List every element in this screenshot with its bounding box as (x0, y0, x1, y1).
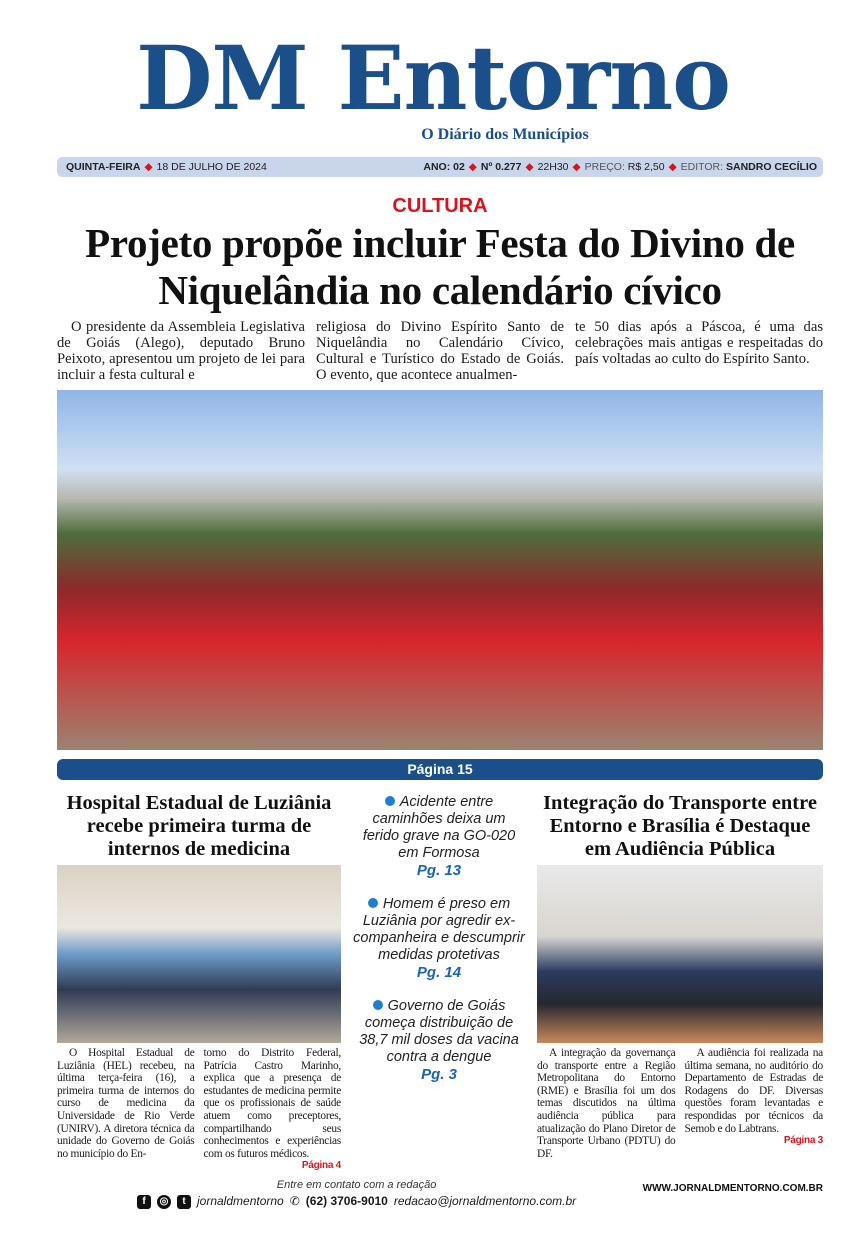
section-label: CULTURA (392, 195, 488, 217)
story-column (685, 1047, 824, 1160)
brief-page-ref[interactable]: Pg. 14 (416, 964, 462, 981)
footer-contact (137, 1178, 576, 1209)
lead-paragraph: O presidente da Assembleia Legislativa de Goiás (Alego), deputado Bruno Peixoto, apresentou um projeto de lei para incluir a festa cultural e (57, 319, 305, 383)
social-handle[interactable]: jornaldmentorno (197, 1194, 284, 1209)
right-story-page-ref[interactable]: Página 3 (783, 1135, 823, 1147)
website-link[interactable]: WWW.JORNALDMENTORNO.COM.BR (642, 1183, 823, 1195)
left-story-page-ref[interactable]: Página 4 (301, 1160, 341, 1172)
diamond-icon: ◆ (144, 161, 153, 173)
right-story-headline[interactable]: Integração do Transporte entre Entorno e Brasília é Destaque em Audiência Pública (543, 792, 817, 860)
lead-page-ref[interactable]: Página 15 (57, 759, 823, 780)
weekday: QUINTA-FEIRA (66, 161, 141, 173)
footer (57, 1178, 823, 1209)
time: 22H30 (537, 161, 569, 173)
price: R$ 2,50 (627, 161, 665, 173)
story-column (204, 1047, 342, 1172)
twitter-icon[interactable]: t (177, 1195, 191, 1209)
year: ANO: 02 (423, 161, 465, 173)
right-story-photo[interactable] (537, 865, 823, 1043)
left-story-headline[interactable]: Hospital Estadual de Luziânia recebe primeira turma de internos de medicina (66, 792, 332, 860)
email-link[interactable]: redacao@jornaldmentorno.com.br (393, 1194, 577, 1209)
bullet-icon (368, 898, 378, 908)
masthead-tagline: O Diário dos Municípios (421, 126, 589, 143)
lead-paragraph: religiosa do Divino Espírito Santo de Niquelândia no Calendário Cívico, Cultural e Turístico do Estado de Goiás. O evento, que acontece anualmen- (316, 319, 564, 383)
brief-item[interactable] (353, 998, 525, 1084)
whatsapp-icon: ✆ (289, 1194, 300, 1209)
bullet-icon (385, 796, 395, 806)
story-paragraph: A integração da governança do transporte entre a Região Metropolitana do Entorno (RME) e Brasília foi um dos temas discutidos na última audiência pública para atualização do Plano Diretor de Transporte Urbano (PDTU) do DF. (537, 1047, 676, 1160)
left-story-body (57, 1047, 341, 1172)
secondary-stories (57, 792, 823, 1172)
brief-page-ref[interactable]: Pg. 3 (421, 1066, 457, 1083)
price-label: PREÇO: (584, 161, 625, 173)
issue-number: Nº 0.277 (480, 161, 522, 173)
page-content (57, 194, 823, 1209)
left-story (57, 792, 341, 1172)
masthead-logo: DM Entorno (136, 26, 730, 130)
news-briefs (353, 792, 525, 1100)
diamond-icon: ◆ (525, 161, 534, 173)
contact-label: Entre em contato com a redação (276, 1179, 437, 1192)
left-story-photo[interactable] (57, 865, 341, 1043)
lead-body (57, 319, 823, 383)
brief-item[interactable] (353, 794, 525, 880)
brief-text: Homem é preso em Luziânia por agredir ex-companheira e descumprir medidas protetivas (353, 896, 525, 963)
right-story-body (537, 1047, 823, 1160)
diamond-icon: ◆ (668, 161, 677, 173)
lead-paragraph: te 50 dias após a Páscoa, é uma das celebrações mais antigas e respeitadas do país voltadas ao culto do Espírito Santo. (575, 319, 823, 367)
lead-headline[interactable]: Projeto propõe incluir Festa do Divino de Niquelândia no calendário cívico (85, 220, 795, 313)
bullet-icon (373, 1000, 383, 1010)
instagram-icon[interactable]: ◎ (157, 1195, 171, 1209)
diamond-icon: ◆ (468, 161, 477, 173)
right-story (537, 792, 823, 1160)
issue-meta (423, 161, 817, 173)
story-paragraph: O Hospital Estadual de Luziânia (HEL) recebeu, na última terça-feira (16), a primeira turma de internos do curso de medicina da Universidade de Rio Verde (UNIRV). A diretora técnica da unidade do Governo de Goiás no município do En- (57, 1047, 195, 1160)
editor-label: EDITOR: (680, 161, 724, 173)
lead-photo[interactable] (57, 390, 823, 750)
contact-line (137, 1194, 576, 1209)
brief-text: Acidente entre caminhões deixa um ferido grave na GO-020 em Formosa (362, 794, 516, 861)
diamond-icon: ◆ (572, 161, 581, 173)
brief-page-ref[interactable]: Pg. 13 (416, 862, 462, 879)
story-paragraph: torno do Distrito Federal, Patrícia Castro Marinho, explica que a presença de estudantes de medicina permite que os profissionais de saúde atuem como preceptores, compartilhando seus conhecimentos e experiências com os futuros médicos. (203, 1047, 341, 1160)
brief-text: Governo de Goiás começa distribuição de 38,7 mil doses da vacina contra a dengue (359, 998, 519, 1065)
issue-info-bar (57, 157, 823, 177)
facebook-icon[interactable]: f (137, 1195, 151, 1209)
brief-item[interactable] (353, 896, 525, 982)
story-paragraph: A audiência foi realizada na última semana, no auditório do Departamento de Estradas de Rodagens do DF. Diversas questões foram levantadas e respondidas por técnicos da Semob e do Labtrans. (684, 1047, 823, 1135)
editor-name: SANDRO CECÍLIO (725, 161, 817, 173)
issue-date (66, 161, 267, 173)
date: 18 DE JULHO DE 2024 (156, 161, 267, 173)
phone-number[interactable]: (62) 3706-9010 (305, 1194, 388, 1209)
